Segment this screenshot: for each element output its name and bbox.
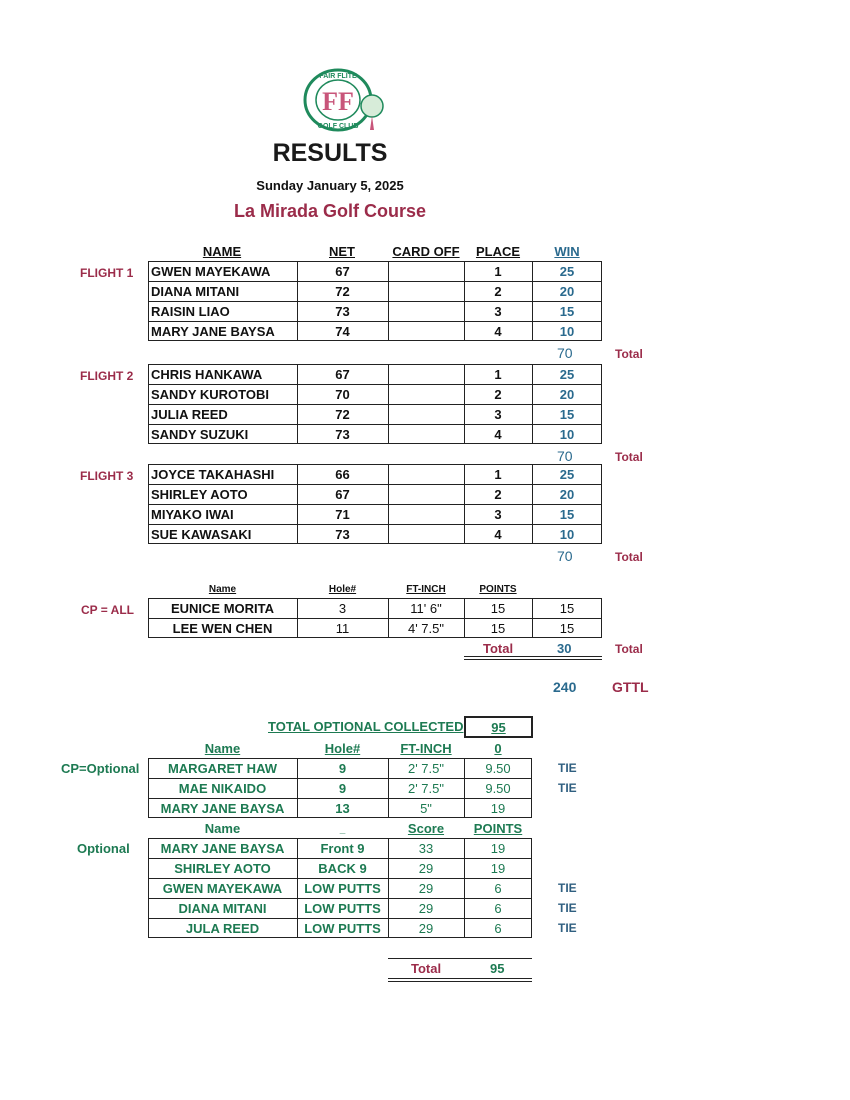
cpopt-hole: 13: [335, 800, 350, 816]
place: 4: [494, 526, 502, 542]
opt-points: 6: [494, 900, 502, 916]
place: 3: [494, 303, 502, 319]
net-score: 74: [335, 323, 350, 339]
cpopt-player-name: MAE NIKAIDO: [178, 780, 267, 796]
place: 4: [494, 426, 502, 442]
cp-total-label: Total: [483, 641, 514, 656]
cp-win: 15: [559, 620, 575, 636]
total-underline: [388, 981, 532, 982]
place: 1: [494, 466, 502, 482]
net-score: 72: [335, 406, 350, 422]
player-name: RAISIN LIAO: [151, 303, 230, 319]
cp-header-points: POINTS: [479, 584, 517, 595]
svg-text:GOLF CLUB: GOLF CLUB: [317, 123, 359, 130]
opt-score: 29: [418, 860, 434, 876]
grand-total-value: 240: [553, 679, 577, 695]
net-score: 73: [335, 526, 350, 542]
win-amount: 15: [559, 303, 575, 319]
flight-label: FLIGHT 1: [80, 266, 134, 280]
cpopt-points: 9.50: [485, 780, 511, 796]
win-amount: 25: [559, 366, 575, 382]
total-underline: [388, 978, 532, 979]
tie-note: TIE: [558, 881, 577, 895]
cpopt-points: 9.50: [485, 760, 511, 776]
cpopt-distance: 2' 7.5": [407, 760, 444, 776]
cpopt-player-name: MARY JANE BAYSA: [160, 800, 285, 816]
event-date: Sunday January 5, 2025: [256, 178, 404, 193]
total-underline: [464, 656, 602, 657]
club-logo: [300, 66, 392, 136]
cp-player-name: EUNICE MORITA: [170, 600, 275, 616]
cpopt-hole: 9: [338, 780, 347, 796]
card-off: [388, 524, 464, 544]
win-amount: 15: [559, 506, 575, 522]
cp-all-label: CP = ALL: [81, 603, 135, 617]
place: 2: [494, 486, 502, 502]
cpopt-header-name: Name: [204, 741, 241, 756]
tie-note: TIE: [558, 921, 577, 935]
place: 1: [494, 366, 502, 382]
net-score: 67: [335, 263, 350, 279]
cp-header-name: Name: [208, 584, 237, 595]
win-amount: 25: [559, 466, 575, 482]
player-name: DIANA MITANI: [151, 283, 240, 299]
win-amount: 25: [559, 263, 575, 279]
win-amount: 10: [559, 426, 575, 442]
optional-collected-label: TOTAL OPTIONAL COLLECTED: [268, 719, 464, 734]
net-score: 73: [335, 303, 350, 319]
place: 4: [494, 323, 502, 339]
opt-category: Front 9: [320, 840, 365, 856]
cp-player-name: LEE WEN CHEN: [172, 620, 273, 636]
opt-score: 29: [418, 880, 434, 896]
opt-header-name: Name: [204, 821, 241, 836]
tie-note: TIE: [558, 761, 577, 775]
optional-label: Optional: [77, 841, 130, 856]
player-name: JULIA REED: [151, 406, 228, 422]
card-off: [388, 261, 464, 281]
card-off: [388, 504, 464, 524]
page-title: RESULTS: [272, 139, 388, 167]
opt-category: LOW PUTTS: [304, 920, 381, 936]
win-amount: 10: [559, 526, 575, 542]
win-amount: 15: [559, 406, 575, 422]
card-off: [388, 364, 464, 384]
opt-category: LOW PUTTS: [304, 900, 381, 916]
cp-optional-label: CP=Optional: [61, 761, 140, 776]
flight-label: FLIGHT 2: [80, 369, 134, 383]
golf-club-logo-icon: [300, 66, 392, 136]
player-name: SHIRLEY AOTO: [151, 486, 248, 502]
flight-total-label: Total: [615, 450, 643, 464]
card-off: [388, 404, 464, 424]
cp-hole: 11: [335, 620, 350, 636]
flight-total: 70: [557, 345, 573, 361]
net-score: 71: [335, 506, 350, 522]
cpopt-distance: 5": [420, 800, 432, 816]
cp-win: 15: [559, 600, 575, 616]
course-name: La Mirada Golf Course: [233, 201, 427, 221]
card-off: [388, 281, 464, 301]
opt-player-name: DIANA MITANI: [178, 900, 267, 916]
optional-collected-box: [464, 716, 533, 738]
header-place: PLACE: [475, 244, 521, 259]
card-off: [388, 321, 464, 341]
cp-distance: 4' 7.5": [407, 620, 444, 636]
opt-player-name: JULA REED: [185, 920, 260, 936]
optional-collected-value: 95: [491, 719, 506, 735]
card-off: [388, 384, 464, 404]
card-off: [388, 301, 464, 321]
player-name: CHRIS HANKAWA: [151, 366, 263, 382]
opt-score: 33: [418, 840, 434, 856]
net-score: 67: [335, 486, 350, 502]
net-score: 72: [335, 283, 350, 299]
flight-total-label: Total: [615, 347, 643, 361]
flight-total: 70: [557, 448, 573, 464]
win-amount: 20: [559, 486, 575, 502]
cp-points: 15: [490, 600, 506, 616]
opt-player-name: SHIRLEY AOTO: [174, 860, 271, 876]
opt-category: LOW PUTTS: [304, 880, 381, 896]
cpopt-header-ft-inch: FT-INCH: [400, 741, 452, 756]
win-amount: 20: [559, 386, 575, 402]
cp-header-hole: Hole#: [328, 584, 357, 595]
grand-total-label: GTTL: [612, 679, 649, 695]
player-name: MIYAKO IWAI: [151, 506, 234, 522]
cpopt-hole: 9: [338, 760, 347, 776]
cp-points: 15: [490, 620, 506, 636]
opt-header-score: Score: [407, 821, 445, 836]
header-name: NAME: [202, 244, 242, 259]
opt-header-points: POINTS: [473, 821, 523, 836]
opt-player-name: MARY JANE BAYSA: [160, 840, 285, 856]
header-win: WIN: [554, 244, 580, 259]
net-score: 70: [335, 386, 350, 402]
opt-category: BACK 9: [318, 860, 367, 876]
cp-distance: 11' 6": [410, 600, 442, 616]
card-off: [388, 464, 464, 484]
opt-player-name: GWEN MAYEKAWA: [162, 880, 283, 896]
optional-total: 95: [490, 961, 505, 976]
opt-points: 6: [494, 920, 502, 936]
place: 3: [494, 406, 502, 422]
total-overline: [388, 958, 532, 959]
opt-score: 29: [418, 920, 434, 936]
net-score: 73: [335, 426, 350, 442]
card-off: [388, 484, 464, 504]
svg-text:FF: FF: [322, 87, 354, 116]
optional-total-label: Total: [411, 961, 442, 976]
cpopt-header-hole: Hole#: [324, 741, 361, 756]
flight-total: 70: [557, 548, 573, 564]
cpopt-header-points: 0: [494, 741, 502, 756]
cp-total: 30: [557, 641, 572, 656]
svg-text:FAIR FLITE: FAIR FLITE: [319, 73, 357, 80]
player-name: GWEN MAYEKAWA: [151, 263, 271, 279]
win-amount: 10: [559, 323, 575, 339]
player-name: JOYCE TAKAHASHI: [151, 466, 275, 482]
opt-header-category: _: [339, 824, 346, 835]
cp-total-label-right: Total: [615, 642, 643, 656]
player-name: MARY JANE BAYSA: [151, 323, 275, 339]
net-score: 66: [335, 466, 350, 482]
cpopt-points: 19: [490, 800, 506, 816]
player-name: SANDY SUZUKI: [151, 426, 249, 442]
header-card-off: CARD OFF: [392, 244, 460, 259]
player-name: SANDY KUROTOBI: [151, 386, 269, 402]
place: 2: [494, 386, 502, 402]
place: 3: [494, 506, 502, 522]
flight-label: FLIGHT 3: [80, 469, 134, 483]
cp-hole: 3: [338, 600, 347, 616]
total-underline: [464, 659, 602, 660]
tie-note: TIE: [558, 781, 577, 795]
cp-header-ft-inch: FT-INCH: [406, 584, 446, 595]
flight-total-label: Total: [615, 550, 643, 564]
opt-points: 19: [490, 860, 506, 876]
win-amount: 20: [559, 283, 575, 299]
cpopt-distance: 2' 7.5": [407, 780, 444, 796]
net-score: 67: [335, 366, 350, 382]
card-off: [388, 424, 464, 444]
cpopt-player-name: MARGARET HAW: [167, 760, 278, 776]
tie-note: TIE: [558, 901, 577, 915]
player-name: SUE KAWASAKI: [151, 526, 252, 542]
place: 2: [494, 283, 502, 299]
opt-points: 6: [494, 880, 502, 896]
header-net: NET: [329, 244, 355, 259]
opt-score: 29: [418, 900, 434, 916]
opt-points: 19: [490, 840, 506, 856]
place: 1: [494, 263, 502, 279]
